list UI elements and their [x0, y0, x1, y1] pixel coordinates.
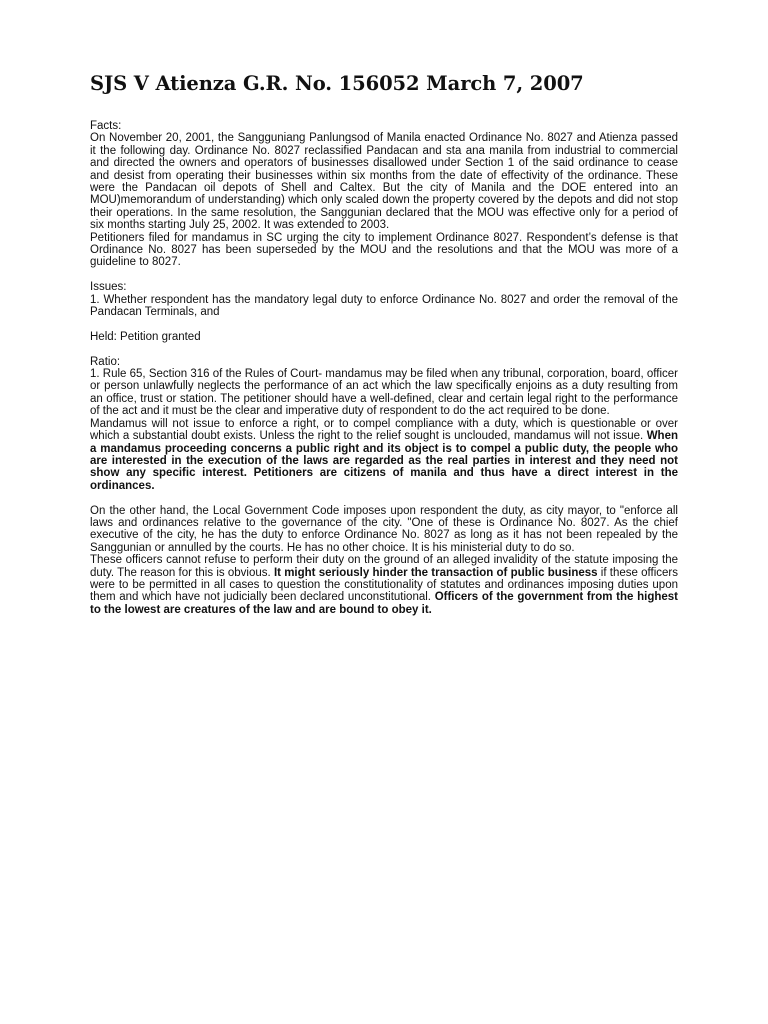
ratio-heading: Ratio: — [90, 355, 121, 368]
facts-heading: Facts: — [90, 120, 122, 132]
ratio-paragraph-4-emphasis-1: It might seriously hinder the transaction of public business — [273, 566, 598, 579]
ratio-paragraph-3: On the other hand, the Local Government Code imposes upon respondent the duty, as city mayor, to "enforce all laws and ordinances relative to the governance of the city. "One of these is Ordinance No. 8027. As the chief executive of the city, he has the duty to enforce Ordinance No. 8027 as long as it has not been repealed by the Sanggunian or annulled by the courts. He has no other choice. It is his ministerial duty to do so. — [90, 504, 678, 554]
issues-item-1: 1. Whether respondent has the mandatory legal duty to enforce Ordinance No. 8027 and order the removal of the Pandacan Terminals, and — [90, 293, 678, 319]
ratio-paragraph-4-text-2: if these officers were to be permitted in all cases to question the constitutionality of statutes and ordinances imposing duties upon them and which have not judicially been declared unconstitutional. — [90, 566, 679, 604]
document-body — [90, 120, 678, 616]
ratio-paragraph-4 — [90, 554, 678, 616]
ratio-paragraph-1: 1. Rule 65, Section 316 of the Rules of Court- mandamus may be filed when any tribunal, corporation, board, officer or person unlawfully neglects the performance of an act which the law specifically enjoins as a duty resulting from an office, trust or station. The petitioner should have a well-defined, clear and certain legal right to the performance of the act and it must be the clear and imperative duty of respondent to do the act required to be done. — [90, 368, 678, 418]
document-page — [90, 70, 678, 616]
ratio-paragraph-2-emphasis: When a mandamus proceeding concerns a public right and its object is to compel a public duty, the people who are interested in the execution of the laws are regarded as the real parties in interest and they need not show any specific interest. Petitioners are citizens of manila and thus have a direct interest in the ordinances. — [90, 430, 678, 492]
issues-heading: Issues: — [90, 281, 127, 294]
spacer — [90, 492, 678, 504]
facts-paragraph-1: On November 20, 2001, the Sangguniang Panlungsod of Manila enacted Ordinance No. 8027 and Atienza passed it the following day. Ordinance No. 8027 reclassified Pandacan and sta ana manila from industrial to commercial and directed the owners and operators of businesses disallowed under Section 1 of the said ordinance to cease and desist from operating their businesses within six months from the date of effectivity of the ordinance. These were the Pandacan oil depots of Shell and Caltex. But the city of Manila and the DOE entered into an MOU)memorandum of understanding) which only scaled down the property covered by the depots and did not stop their operations. In the same resolution, the Sanggunian declared that the MOU was effective only for a period of six months starting July 25, 2002. It was extended to 2003. — [90, 132, 678, 232]
ratio-paragraph-4-emphasis-2: Officers of the government from the highest to the lowest are creatures of the law and are bound to obey it. — [90, 591, 679, 616]
spacer — [90, 318, 678, 330]
facts-paragraph-2: Petitioners filed for mandamus in SC urging the city to implement Ordinance 8027. Respondent’s defense is that Ordinance No. 8027 has been superseded by the MOU and the resolutions and that the MOU was more of a guideline to 8027. — [90, 231, 678, 269]
spacer — [90, 269, 678, 281]
spacer — [90, 343, 678, 355]
ratio-paragraph-4-text-1: These officers cannot refuse to perform their duty on the ground of an alleged invalidity of the statute imposing the duty. The reason for this is obvious. — [90, 554, 678, 579]
held-statement: Held: Petition granted — [90, 330, 201, 343]
ratio-paragraph-2-text: Mandamus will not issue to enforce a right, or to compel compliance with a duty, which is questionable or over which a substantial doubt exists. Unless the right to the relief sought is unclouded, mandamus will not issue. — [90, 417, 678, 443]
ratio-paragraph-2 — [90, 418, 678, 492]
document-title: SJS V Atienza G.R. No. 156052 March 7, 2007 — [90, 72, 584, 95]
